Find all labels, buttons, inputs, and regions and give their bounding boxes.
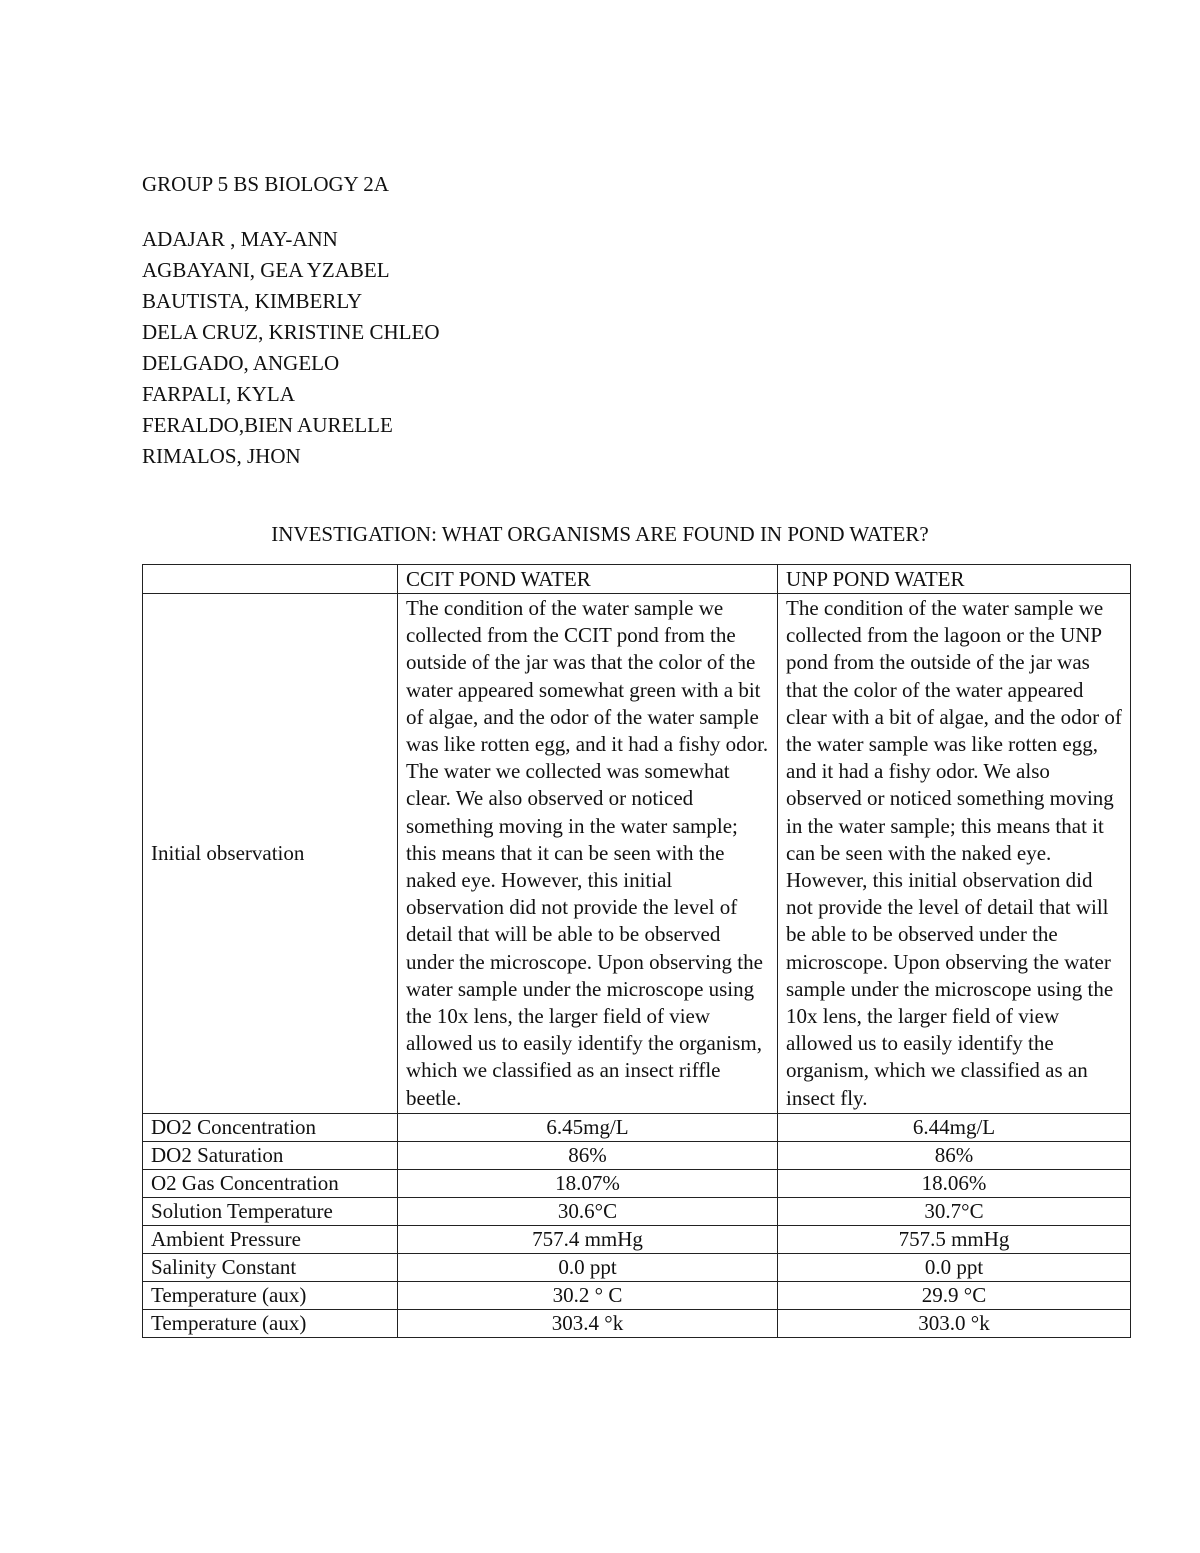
group-heading: GROUP 5 BS BIOLOGY 2A (142, 172, 389, 196)
row-label: Temperature (aux) (143, 1309, 398, 1337)
initial-observation-row (143, 594, 1131, 1114)
member-name: RIMALOS, JHON (142, 444, 301, 468)
unp-value: 29.9 °C (778, 1281, 1131, 1309)
row-label: Temperature (aux) (143, 1281, 398, 1309)
ccit-value: 757.4 mmHg (398, 1225, 778, 1253)
table-row (143, 1253, 1131, 1281)
ccit-value: 18.07% (398, 1169, 778, 1197)
unp-observation-text: The condition of the water sample we collected from the lagoon or the UNP pond from the outside of the jar was that the color of the water appeared clear with a bit of algae, and the odor of the water sample was like rotten egg, and it had a fishy odor. We also observed or noticed something moving in the water sample; this means that it can be seen with the naked eye. However, this initial observation did not provide the level of detail that will be able to be observed under the microscope. Upon observing the water sample under the microscope using the 10x lens, the larger field of view allowed us to easily identify the organism, which we classified as an insect fly. (778, 594, 1131, 1114)
table-row (143, 1309, 1131, 1337)
member-name: DELGADO, ANGELO (142, 351, 340, 375)
table-row (143, 1281, 1131, 1309)
header-cell-ccit: CCIT POND WATER (398, 565, 778, 594)
table-row (143, 1169, 1131, 1197)
unp-value: 303.0 °k (778, 1309, 1131, 1337)
table-row (143, 1197, 1131, 1225)
observation-table (142, 564, 1131, 1338)
row-label: DO2 Concentration (143, 1113, 398, 1141)
unp-value: 757.5 mmHg (778, 1225, 1131, 1253)
unp-value: 86% (778, 1141, 1131, 1169)
member-name: FARPALI, KYLA (142, 382, 295, 406)
table-row (143, 1113, 1131, 1141)
ccit-value: 6.45mg/L (398, 1113, 778, 1141)
member-list (142, 224, 440, 472)
member-name: AGBAYANI, GEA YZABEL (142, 258, 390, 282)
row-label: Initial observation (143, 594, 398, 1114)
unp-value: 0.0 ppt (778, 1253, 1131, 1281)
investigation-title: INVESTIGATION: WHAT ORGANISMS ARE FOUND IN POND WATER? (271, 522, 929, 546)
ccit-value: 30.6°C (398, 1197, 778, 1225)
member-name: FERALDO,BIEN AURELLE (142, 413, 393, 437)
table-header-row (143, 565, 1131, 594)
header-cell-unp: UNP POND WATER (778, 565, 1131, 594)
unp-value: 30.7°C (778, 1197, 1131, 1225)
table-row (143, 1225, 1131, 1253)
member-name: BAUTISTA, KIMBERLY (142, 289, 363, 313)
unp-value: 18.06% (778, 1169, 1131, 1197)
ccit-value: 86% (398, 1141, 778, 1169)
member-name: ADAJAR , MAY-ANN (142, 227, 338, 251)
row-label: O2 Gas Concentration (143, 1169, 398, 1197)
header-cell-empty (143, 565, 398, 594)
row-label: Salinity Constant (143, 1253, 398, 1281)
member-name: DELA CRUZ, KRISTINE CHLEO (142, 320, 440, 344)
ccit-observation-text: The condition of the water sample we collected from the CCIT pond from the outside of the jar was that the color of the water appeared somewhat green with a bit of algae, and the odor of the water sample was like rotten egg, and it had a fishy odor. The water we collected was somewhat clear. We also observed or noticed something moving in the water sample; this means that it can be seen with the naked eye. However, this initial observation did not provide the level of detail that will be able to be observed under the microscope. Upon observing the water sample under the microscope using the 10x lens, the larger field of view allowed us to easily identify the organism, which we classified as an insect riffle beetle. (398, 594, 778, 1114)
ccit-value: 0.0 ppt (398, 1253, 778, 1281)
ccit-value: 30.2 ° C (398, 1281, 778, 1309)
table-row (143, 1141, 1131, 1169)
row-label: Solution Temperature (143, 1197, 398, 1225)
ccit-value: 303.4 °k (398, 1309, 778, 1337)
unp-value: 6.44mg/L (778, 1113, 1131, 1141)
row-label: DO2 Saturation (143, 1141, 398, 1169)
row-label: Ambient Pressure (143, 1225, 398, 1253)
